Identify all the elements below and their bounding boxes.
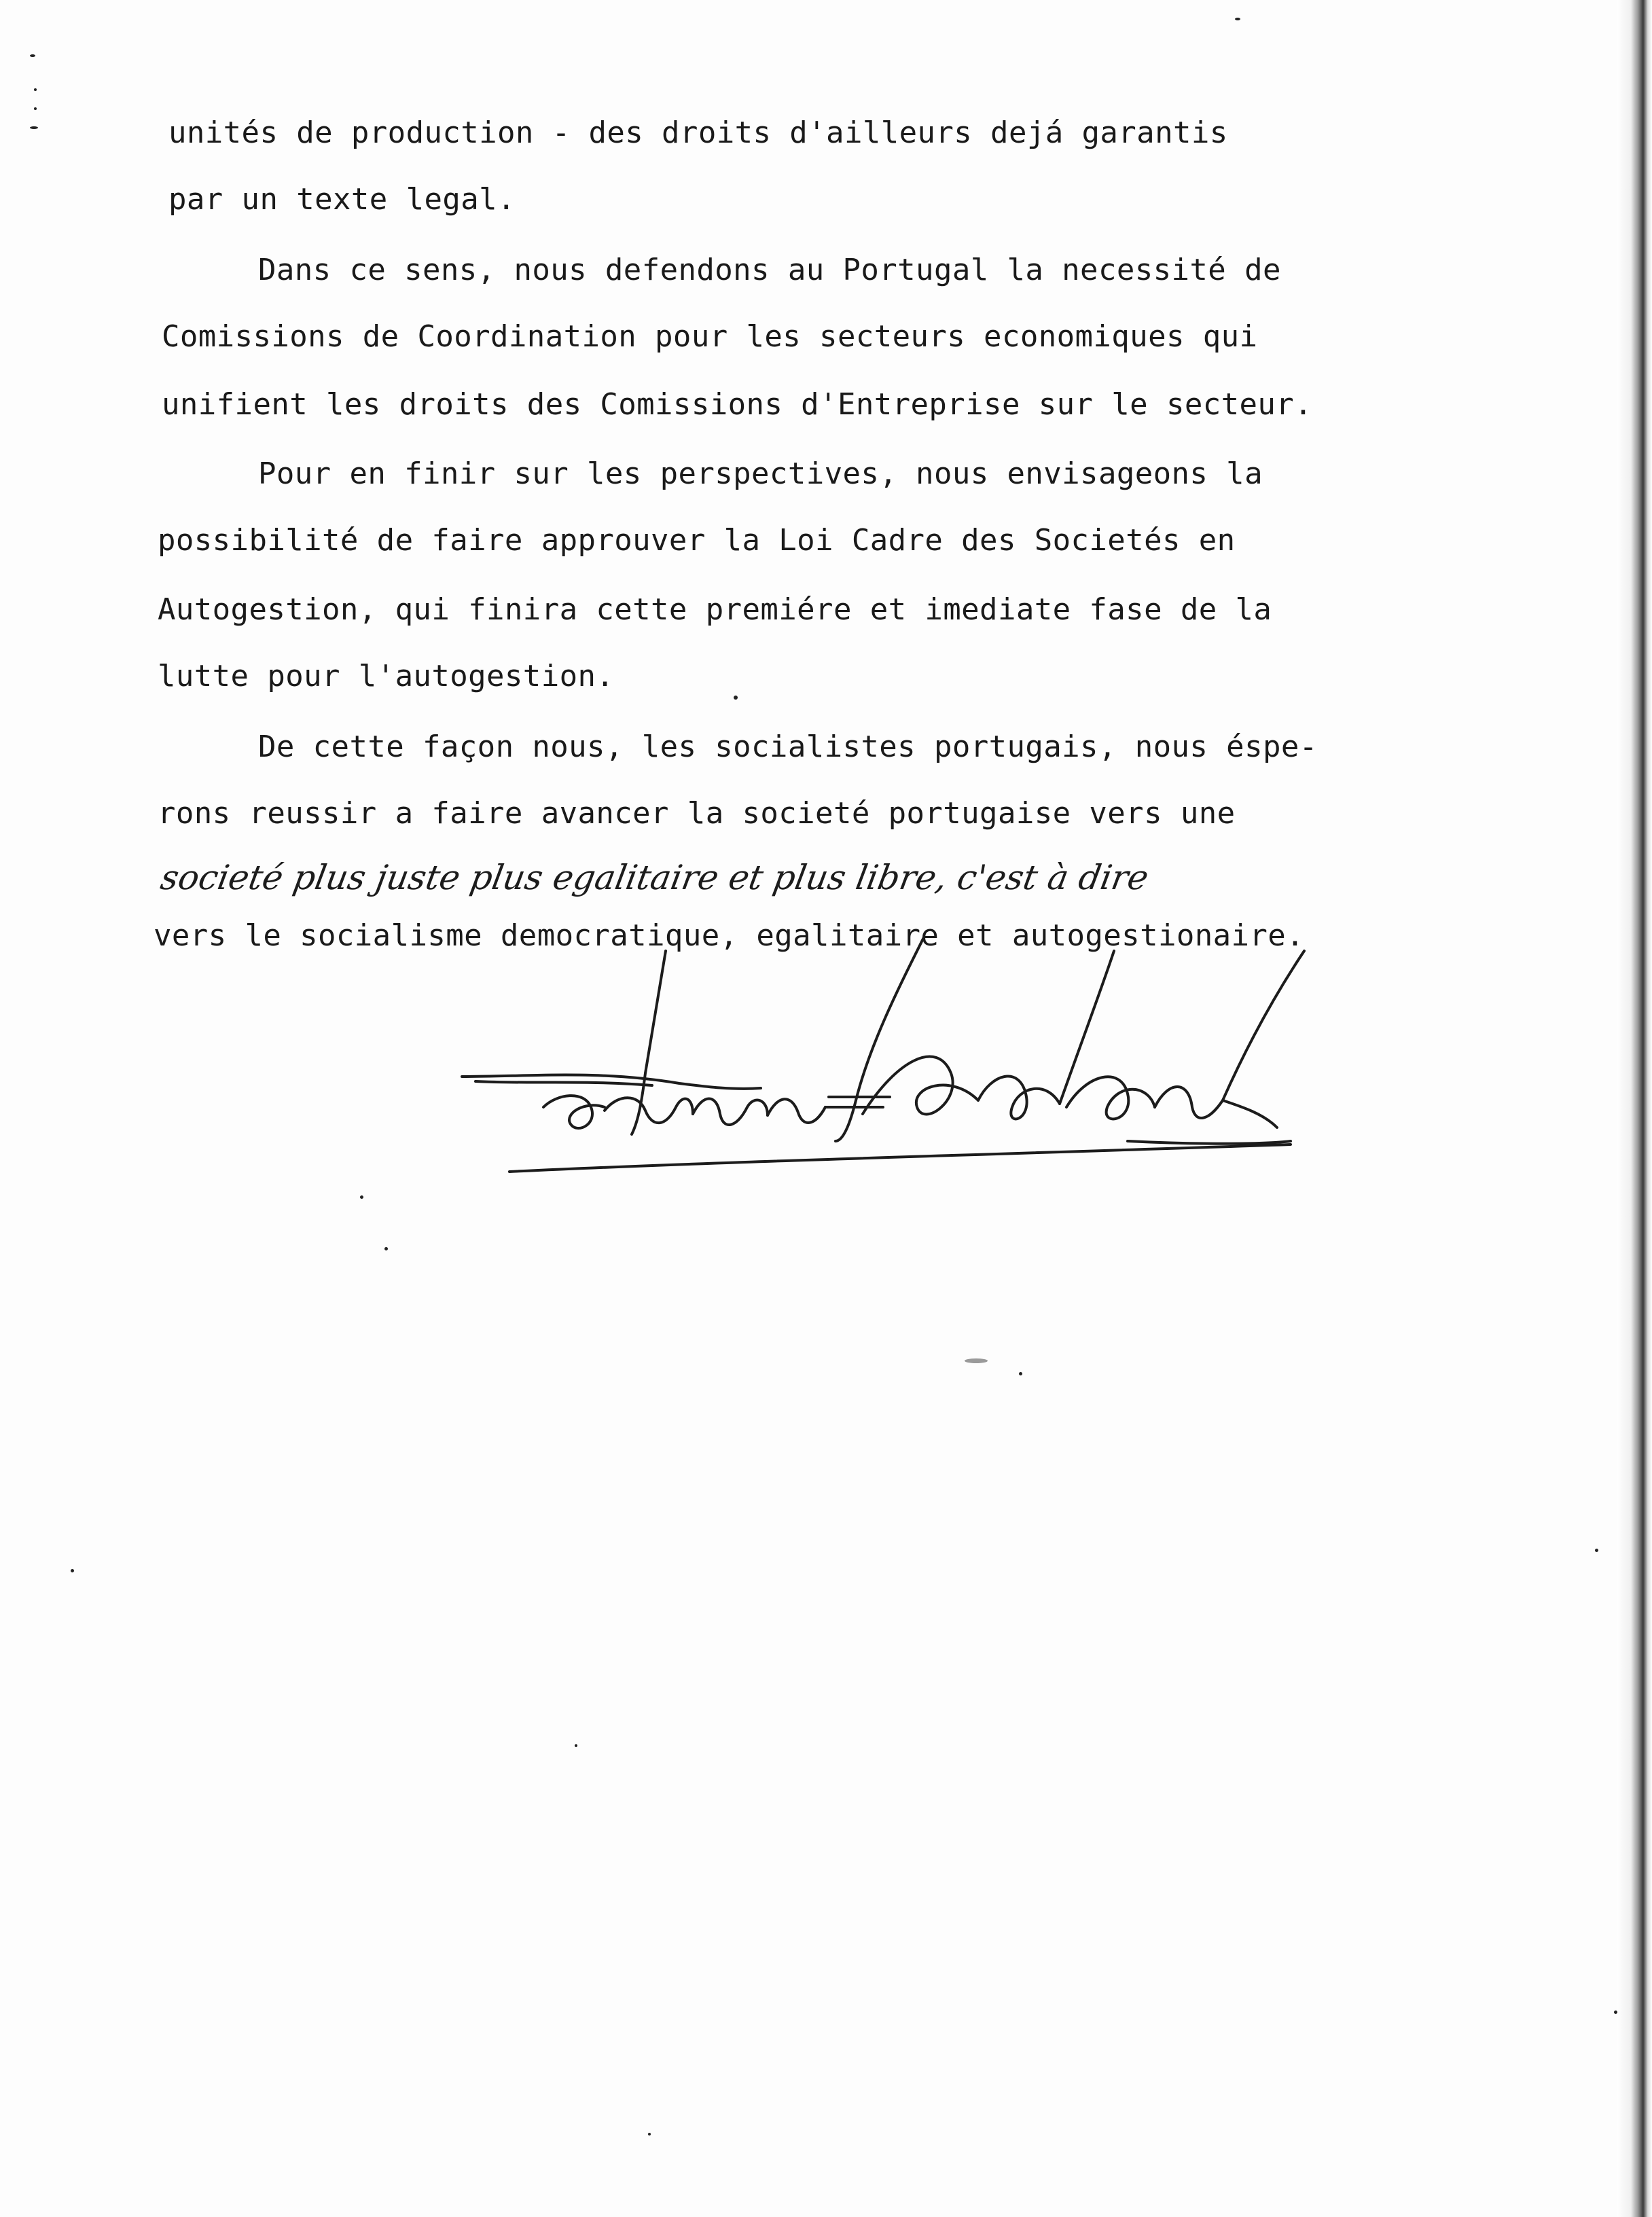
handwritten-insertion: societé plus juste plus egalitaire et plus libre, c'est à dire xyxy=(158,858,1152,897)
text-line: rons reussir a faire avancer la societé portugaise vers une xyxy=(158,796,1236,831)
text-line: Dans ce sens, nous defendons au Portugal la necessité de xyxy=(258,253,1281,287)
scan-speck xyxy=(1595,1549,1598,1552)
scan-speck xyxy=(575,1744,577,1747)
text-line: Pour en finir sur les perspectives, nous envisageons la xyxy=(258,456,1263,491)
scan-speck xyxy=(30,54,35,57)
scan-speck xyxy=(384,1247,388,1250)
scan-speck xyxy=(34,88,37,91)
text-line: unités de production - des droits d'ailleurs dejá garantis xyxy=(168,115,1228,150)
text-line: Comissions de Coordination pour les secteurs economiques qui xyxy=(162,319,1258,354)
scan-speck xyxy=(648,2133,651,2135)
scan-speck xyxy=(965,1358,988,1363)
text-line: De cette façon nous, les socialistes portugais, nous éspe- xyxy=(258,729,1318,764)
scan-speck xyxy=(30,126,38,129)
text-line: par un texte legal. xyxy=(168,182,516,217)
text-line: possibilité de faire approuver la Loi Cadre des Societés en xyxy=(158,523,1236,558)
signature xyxy=(448,937,1399,1209)
scan-speck xyxy=(1614,2011,1617,2014)
scan-speck xyxy=(734,696,738,700)
scan-speck xyxy=(1019,1372,1022,1375)
scan-edge-shadow xyxy=(1617,0,1652,2217)
text-line: Autogestion, qui finira cette premiére et imediate fase de la xyxy=(158,592,1272,627)
scan-speck xyxy=(360,1195,363,1199)
text-line: lutte pour l'autogestion. xyxy=(158,659,615,693)
scan-speck xyxy=(34,107,37,110)
scan-speck xyxy=(71,1569,74,1572)
scan-speck xyxy=(1235,18,1240,20)
text-line: unifient les droits des Comissions d'Entreprise sur le secteur. xyxy=(162,387,1313,422)
text-line: vers le socialisme democratique, egalitaire et autogestionaire. xyxy=(154,918,1305,953)
